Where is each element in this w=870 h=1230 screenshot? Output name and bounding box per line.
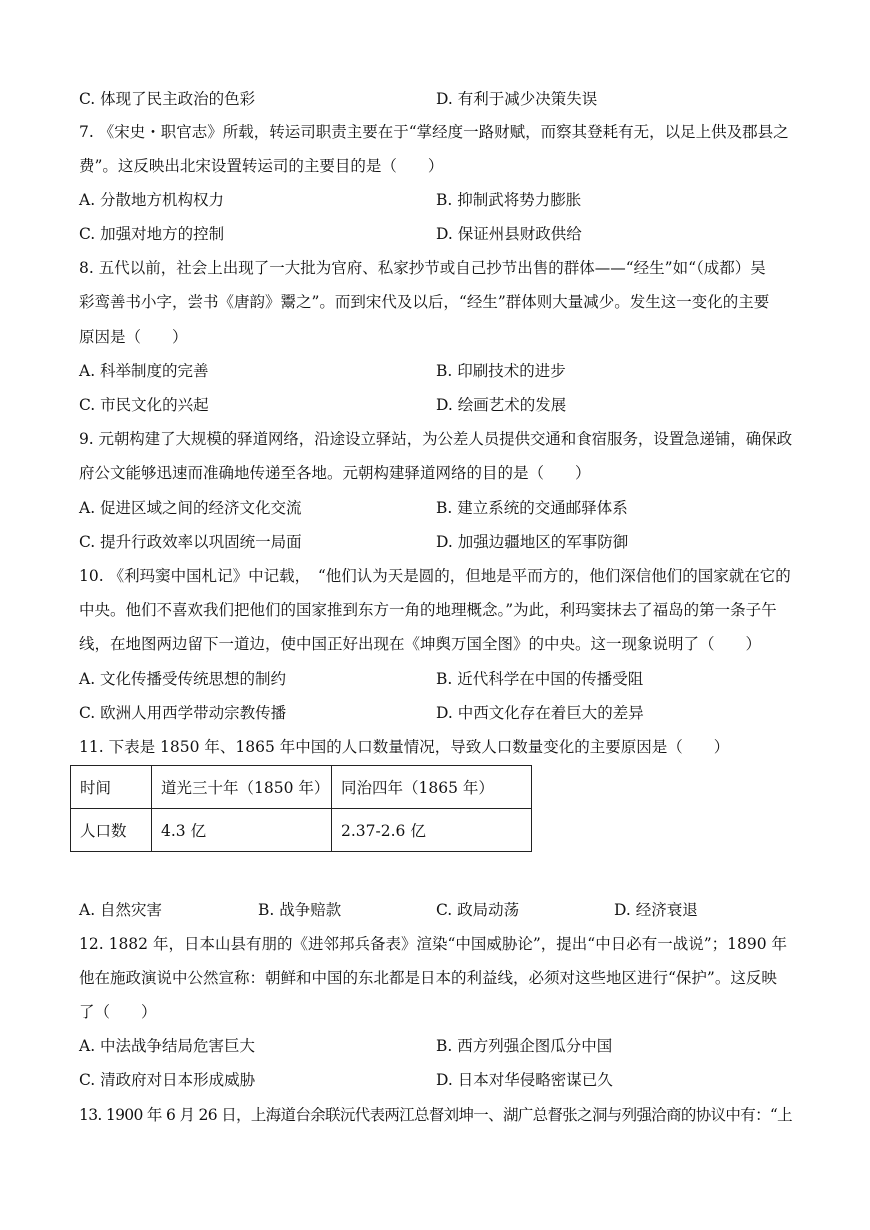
q7-option-b: B. 抑制武将势力膨胀 <box>436 191 582 209</box>
q9-option-d: D. 加强边疆地区的军事防御 <box>436 533 629 551</box>
table-header-cell: 同治四年（1865 年） <box>332 766 532 809</box>
table-header-cell: 道光三十年（1850 年） <box>152 766 332 809</box>
q10-option-a: A. 文化传播受传统思想的制约 <box>79 670 287 688</box>
q6-option-d: D. 有利于减少决策失误 <box>436 90 598 108</box>
q12-stem-line-2: 他在施政演说中公然宣称：朝鲜和中国的东北都是日本的利益线，必须对这些地区进行“保护”。这反映 <box>79 969 777 987</box>
table-row <box>71 809 532 852</box>
q9-option-c: C. 提升行政效率以巩固统一局面 <box>79 533 302 551</box>
q13-stem-line-1: 13. 1900 年 6 月 26 日，上海道台余联沅代表两江总督刘坤一、湖广总督张之洞与列强洽商的协议中有：“上 <box>79 1106 792 1124</box>
q10-option-d: D. 中西文化存在着巨大的差异 <box>436 704 644 722</box>
q8-option-d: D. 绘画艺术的发展 <box>436 396 567 414</box>
q8-option-b: B. 印刷技术的进步 <box>436 362 566 380</box>
q7-option-a: A. 分散地方机构权力 <box>79 191 225 209</box>
q12-option-c: C. 清政府对日本形成威胁 <box>79 1071 256 1089</box>
table-cell: 4.3 亿 <box>152 809 332 852</box>
population-table <box>70 765 532 852</box>
table-cell: 人口数 <box>71 809 152 852</box>
q7-option-c: C. 加强对地方的控制 <box>79 225 225 243</box>
q9-option-b: B. 建立系统的交通邮驿体系 <box>436 499 628 517</box>
q12-stem-line-1: 12. 1882 年，日本山县有朋的《进邻邦兵备表》渲染“中国威胁论”，提出“中日必有一战说”；1890 年 <box>79 935 788 953</box>
table-cell: 2.37-2.6 亿 <box>332 809 532 852</box>
q9-option-a: A. 促进区域之间的经济文化交流 <box>79 499 302 517</box>
table-header-cell: 时间 <box>71 766 152 809</box>
table-row <box>71 766 532 809</box>
q10-stem-line-1: 10. 《利玛窦中国札记》中记载， “他们认为天是圆的，但地是平而方的，他们深信他们的国家就在它的 <box>79 567 791 585</box>
q12-option-a: A. 中法战争结局危害巨大 <box>79 1037 256 1055</box>
q8-stem-line-1: 8. 五代以前，社会上出现了一大批为官府、私家抄节或自己抄节出售的群体——“经生”如“（成都）吴 <box>79 259 766 277</box>
q8-stem-line-2: 彩鸾善书小字，尝书《唐韵》鬻之”。而到宋代及以后，“经生”群体则大量减少。发生这一变化的主要 <box>79 293 770 311</box>
q11-stem: 11. 下表是 1850 年、1865 年中国的人口数量情况，导致人口数量变化的主要原因是（ ） <box>79 738 730 756</box>
q8-option-c: C. 市民文化的兴起 <box>79 396 209 414</box>
q10-option-c: C. 欧洲人用西学带动宗教传播 <box>79 704 287 722</box>
q9-stem-line-2: 府公文能够迅速而准确地传递至各地。元朝构建驿道网络的目的是（ ） <box>79 464 591 482</box>
q9-stem-line-1: 9. 元朝构建了大规模的驿道网络，沿途设立驿站，为公差人员提供交通和食宿服务，设置急递铺，确保政 <box>79 430 792 448</box>
q7-stem-line-1: 7. 《宋史・职官志》所载，转运司职责主要在于“掌经度一路财赋，而察其登耗有无，以足上供及郡县之 <box>79 123 789 141</box>
q8-option-a: A. 科举制度的完善 <box>79 362 209 380</box>
q11-option-b: B. 战争赔款 <box>258 901 342 919</box>
q11-option-d: D. 经济衰退 <box>614 901 698 919</box>
q7-option-d: D. 保证州县财政供给 <box>436 225 582 243</box>
q10-stem-line-3: 线，在地图两边留下一道边，使中国正好出现在《坤舆万国全图》的中央。这一现象说明了（ ） <box>79 635 762 653</box>
q11-option-c: C. 政局动荡 <box>436 901 520 919</box>
q10-stem-line-2: 中央。他们不喜欢我们把他们的国家推到东方一角的地理概念。”为此，利玛窦抹去了福岛的第一条子午 <box>79 601 777 619</box>
q12-option-d: D. 日本对华侵略密谋已久 <box>436 1071 613 1089</box>
q12-option-b: B. 西方列强企图瓜分中国 <box>436 1037 613 1055</box>
q7-stem-line-2: 费”。这反映出北宋设置转运司的主要目的是（ ） <box>79 157 444 175</box>
q12-stem-line-3: 了（ ） <box>79 1003 157 1021</box>
q6-option-c: C. 体现了民主政治的色彩 <box>79 90 256 108</box>
q11-option-a: A. 自然灾害 <box>79 901 163 919</box>
q10-option-b: B. 近代科学在中国的传播受阻 <box>436 670 644 688</box>
q8-stem-line-3: 原因是（ ） <box>79 328 188 346</box>
